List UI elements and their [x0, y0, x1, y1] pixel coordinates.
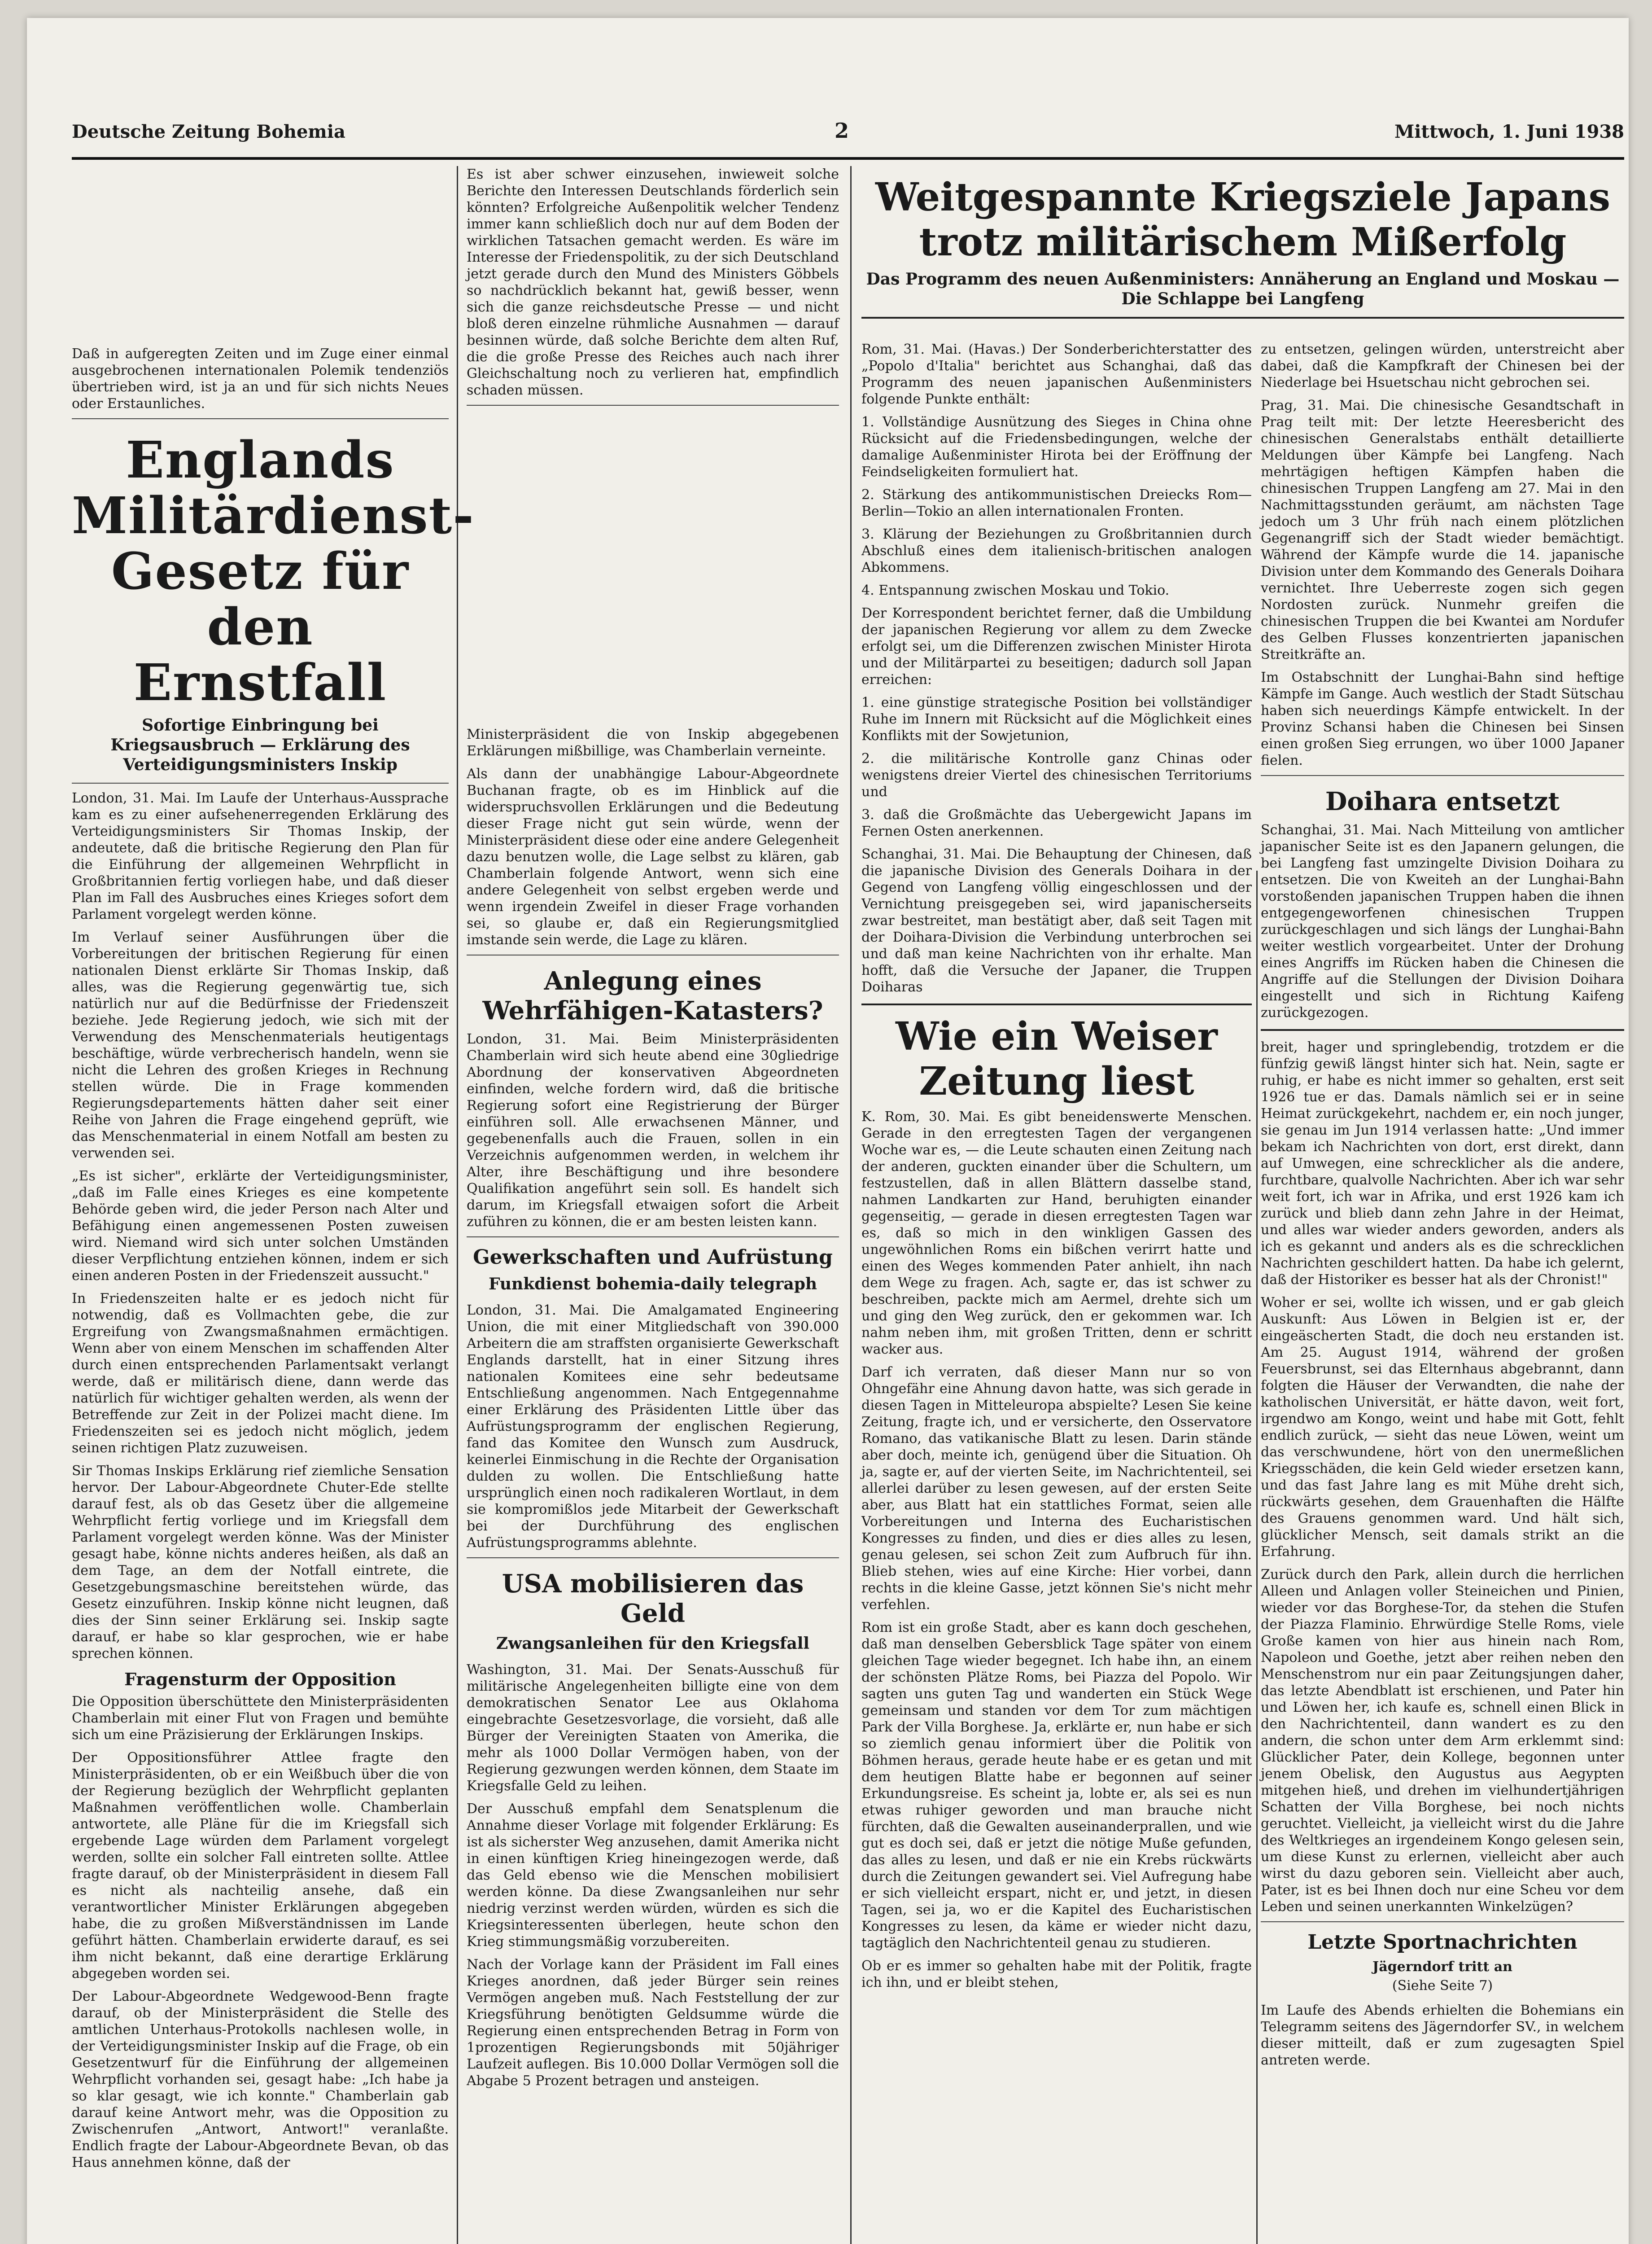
page-number: 2	[835, 118, 849, 143]
article-text: Die Opposition überschüttete den Ministerpräsidenten Chamberlain mit einer Flut von Fragen und bemühte sich um eine Präzisierung der Erklärungen Inskips.	[72, 1694, 449, 1743]
headline-doihara: Doihara entsetzt	[1325, 787, 1560, 816]
article-text: Schanghai, 31. Mai. Die Behauptung der Chinesen, daß die japanische Division des Generals Doihara in der Gegend von Langfeng völlig eingeschlossen und der Vernichtung preisgegeben sei, wird japanischerseits zwar bestreitet, man bestätigt aber, daß seit Tagen mit der Doihara-Division die Verbindung unterbrochen sei und daß man keine Nachrichten von ihr erhalte. Man hofft, daß die Versuche der Japaner, die Truppen Doiharas	[861, 846, 1252, 995]
article-text: Als dann der unabhängige Labour-Abgeordnete Buchanan fragte, ob es im Hinblick auf die widerspruchsvollen Erklärungen und die Bedeutung dieser Frage nicht gut sein würde, wenn der Ministerpräsident diese oder eine andere Gelegenheit dazu benutzen wolle, die Lage selbst zu klären, gab Chamberlain folgende Antwort, wenn sich eine andere Gelegenheit von selbst ergeben werde und wenn irgendein Zweifel in dieser Frage vorhanden sei, so glaube er, daß ein Regierungsmitglied imstande sein werde, die Lage zu klären.	[467, 766, 839, 948]
article-text: 3. Klärung der Beziehungen zu Großbritannien durch Abschluß eines dem italienisch-britischen analogen Abkommens.	[861, 526, 1252, 575]
japan-banner	[861, 166, 1624, 327]
article-text: 2. Stärkung des antikommunistischen Dreiecks Rom—Berlin—Tokio an allen internationalen Fronten.	[861, 487, 1252, 519]
headline-weiser: Wie ein Weiser Zeitung liest	[896, 1014, 1218, 1104]
masthead	[72, 117, 1624, 160]
divider	[861, 1004, 1252, 1005]
article-text: K. Rom, 30. Mai. Es gibt beneidenswerte Menschen. Gerade in den erregtesten Tagen der vergangenen Woche war es, — die Leute schauten einen Zeitung nach der anderen, guckten einander über die Schultern, um festzustellen, daß in allen Blättern dasselbe stand, nahmen Landkarten zur Hand, beruhigten einander gegenseitig, — gerade in diesen erregtesten Tagen war es, daß so mich in den winkligen Gassen des ungewöhnlichen Roms ein bißchen verirrt hatte und einen des Weges kommenden Pater anhielt, ihn nach dem Wege zu fragen. Ach, sagte er, das ist schwer zu beschreiben, packte mich am Aermel, drehte sich um und ging den Weg zurück, den er gekommen war. Ich nahm neben ihm, mit großen Tritten, denn er schritt wacker aus.	[861, 1109, 1252, 1357]
headline-england: Englands Militärdienst-Gesetz für den Ernstfall	[72, 431, 475, 712]
article-text: Im Verlauf seiner Ausführungen über die Vorbereitungen der britischen Regierung für einen nationalen Dienst erklärte Sir Thomas Inskip, daß alles, was die Regierung gegenwärtig tue, sich natürlich nur auf die Bedürfnisse der Friedenszeit beziehe. Jede Regierung jedoch, wie sich mit der Verwendung des Menschenmaterials heutigentags beschäftige, würde verbrecherisch handeln, wenn sie nicht die Lehren des großen Krieges in Rechnung stellen würde. Die in Frage kommenden Regierungsdepartements hätten daher seit einer Reihe von Jahren die Frage eingehend geprüft, wie das Menschenmaterial in einem Notfall am besten zu verwenden sei.	[72, 929, 449, 1161]
subheadline-england: Sofortige Einbringung bei Kriegsausbruch — Erklärung des Verteidigungsministers Inskip	[110, 716, 410, 774]
article-text: Rom ist ein große Stadt, aber es kann doch geschehen, daß man denselben Gebersblick Tage später von einem gleichen Tage wieder begegnet. Ich habe ihn, an einem der schönsten Plätze Roms, bei Piazza del Popolo. Wir sagten uns guten Tag und wanderten ein Stück Wege gemeinsam und standen vor dem Tor zum mächtigen Park der Villa Borghese. Ja, erklärte er, nun habe er sich so ziemlich genau informiert über die Politik von Böhmen heraus, gerade heute habe er es getan und mit dem heutigen Blatte habe er begonnen auf seiner Erkundungsreise. Es scheint ja, lobte er, als sei es nun etwas ruhiger geworden und man brauche nicht fürchten, daß die Gewalten auseinanderprallen, und wie gut es doch sei, daß er jetzt die nötige Muße gefunden, das alles zu lesen, und daß er nie ein Krebs rückwärts durch die Zeitungen gewandert sei. Viel Aufregung habe er sich vielleicht erspart, nicht er, und jetzt, in diesen Tagen, sei ja, wo er die Kapitel des Eucharistischen Kongresses zu lesen, da käme er wieder nicht dazu, tagtäglich den Nachrichtenteil genau zu studieren.	[861, 1620, 1252, 1951]
article-text: 1. eine günstige strategische Position bei vollständiger Ruhe im Innern mit Rücksicht auf die Möglichkeit eines Konflikts mit der Sowjetunion,	[861, 695, 1252, 744]
article-text: Prag, 31. Mai. Die chinesische Gesandtschaft in Prag teilt mit: Der letzte Heeresbericht des chinesischen Generalstabs enthält detaillierte Meldungen über Kämpfe bei Langfeng. Nach mehrtägigen heftigen Kämpfen haben die chinesischen Truppen Langfeng am 27. Mai in den Nachmittagsstunden geräumt, am nächsten Tage jedoch um 3 Uhr früh nach einem plötzlichen Gegenangriff sich der Stadt wieder bemächtigt. Während der Kämpfe wurde die 14. japanische Division unter dem Kommando des Generals Doihara vernichtet. Ihre Ueberreste zogen sich gegen Nordosten zurück. Nunmehr greifen die chinesischen Truppen die bei Kwantei am Nordufer des Gelben Flusses konzentrierten japanischen Streitkräfte an.	[1261, 398, 1624, 662]
article-text: Es ist aber schwer einzusehen, inwieweit solche Berichte den Interessen Deutschlands förderlich sein könnten? Erfolgreiche Außenpolitik welcher Tendenz immer kann schließlich doch nur auf dem Boden der wirklichen Tatsachen gemacht werden. Es wäre im Interesse der Friedenspolitik, zu der sich Deutschland jetzt gerade durch den Mund des Ministers Göbbels so nachdrücklich bekannt hat, gewiß besser, wenn sich die ganze reichsdeutsche Presse — und nicht bloß deren einzelne rühmliche Ausnahmen — darauf besinnen würde, daß solche Berichte dem alten Ruf, die die große Presse des Reiches auch nach ihrer Gleichschaltung noch zu verlieren hat, empfindlich schaden müssen.	[467, 167, 839, 398]
article-text: Washington, 31. Mai. Der Senats-Ausschuß für militärische Angelegenheiten billigte eine von dem demokratischen Senator Lee aus Oklahoma eingebrachte Gesetzesvorlage, die vorsieht, daß alle Bürger der Vereinigten Staaten von Amerika, die mehr als 1000 Dollar Vermögen haben, von der Regierung gezwungen werden können, dem Staate im Kriegsfalle Geld zu leihen.	[467, 1662, 839, 1794]
subheadline-usa: Zwangsanleihen für den Kriegsfall	[496, 1634, 810, 1653]
article-text: breit, hager und springlebendig, trotzdem er die fünfzig gewiß längst hinter sich hat. Nein, sagte er ruhig, er habe es nicht immer so gehalten, erst seit 1926 tue er das. Damals nämlich sei er in seine Heimat zurückgekehrt, nachdem er, ein noch junger, sie genau im Jun 1914 verlassen hatte: „Und immer bekam ich Nachrichten von dort, erst direkt, dann auf Umwegen, eine schrecklicher als die andere, furchtbare, qualvolle Nachrichten. Aber ich war sehr weit fort, ich war in Afrika, und erst 1926 kam ich zurück und blieb dann zehn Jahre in der Heimat, und alles war wieder anders geworden, anders als ich es gekannt und anders als es die schrecklichen Nachrichten geschildert hatten. Da habe ich gelernt, daß der Historiker es besser hat als der Chronist!"	[1261, 1039, 1624, 1288]
article-text: Rom, 31. Mai. (Havas.) Der Sonderberichterstatter des „Popolo d'Italia" berichtet aus Schanghai, daß das Programm des neuen japanischen Außenministers folgende Punkte enthält:	[861, 342, 1252, 407]
article-text: London, 31. Mai. Die Amalgamated Engineering Union, die mit einer Mitgliedschaft von 390.000 Arbeitern die am straffsten organisierte Gewerkschaft Englands darstellt, hat in einer Sitzung ihres nationalen Komitees eine sehr bedeutsame Entschließung angenommen. Nach Entgegennahme einer Erklärung des Präsidenten Little über das Aufrüstungsprogramm der englischen Regierung, fand das Komitee den Wunsch zum Ausdruck, keinerlei Einmischung in die Rechte der Organisation dulden zu wollen. Die Entschließung hatte ursprünglich einen noch radikaleren Wortlaut, in dem sie kompromißlos jede Mitarbeit der Gewerkschaft bei der Durchführung des englischen Aufrüstungsprogramms ablehnte.	[467, 1302, 839, 1551]
divider	[467, 1236, 839, 1237]
article-text: Ob er es immer so gehalten habe mit der Politik, fragte ich ihn, und er bleibt stehen,	[861, 1958, 1252, 1990]
column-3	[861, 341, 1252, 1997]
article-text: In Friedenszeiten halte er es jedoch nicht für notwendig, daß es Vollmachten gebe, die zur Ergreifung von Zwangsmaßnahmen ermächtigen. Wenn aber von einem Menschen im schaffenden Alter durch einen entsprechenden Parlamentsakt verlangt werde, daß er militärisch diene, dann werde das natürlich für wichtiger gehalten werden, als wenn der Betreffende zur Zeit in der Polizei macht diene. Im Friedenszeiten sei es jedoch nicht möglich, jedem seinen richtigen Platz zuzuweisen.	[72, 1291, 449, 1456]
article-text: 4. Entspannung zwischen Moskau und Tokio.	[861, 583, 1170, 598]
article-text: 3. daß die Großmächte das Uebergewicht Japans im Fernen Osten anerkennen.	[861, 807, 1252, 839]
headline-usa: USA mobilisieren das Geld	[502, 1569, 804, 1628]
subheadline-japan: Das Programm des neuen Außenministers: Annäherung an England und Moskau — Die Schlappe bei Langfeng	[866, 270, 1620, 308]
column-rule	[1256, 871, 1258, 2244]
article-text: Der Ausschuß empfahl dem Senatsplenum die Annahme dieser Vorlage mit folgender Erklärung: Es ist als sicherster Weg anzusehen, damit Amerika nicht in einen künftigen Krieg hineingezogen werde, daß das Geld ebenso wie die Menschen mobilisiert werden könne. Da diese Zwangsanleihen nur sehr niedrig verzinst werden würden, würden es sich die Kriegsinteressenten überlegen, heute schon den Krieg stimmungsmäßig vorzubereiten.	[467, 1801, 839, 1950]
column-2	[467, 166, 839, 2095]
article-text: zu entsetzen, gelingen würden, unterstreicht aber dabei, daß die Kampfkraft der Chinesen bei der Niederlage bei Hsuetschau nicht gebrochen sei.	[1261, 342, 1624, 390]
article-text: Zurück durch den Park, allein durch die herrlichen Alleen und Anlagen voller Steineichen und Pinien, wieder vor das Borghese-Tor, da stehen die Stufen der Piazza Flaminio. Ehrwürdige Stelle Roms, viele Große kamen von hier aus hinein nach Rom, Napoleon und Goethe, jetzt aber reihen neben den Menschenstrom nur ein paar Zeitungsjungen daher, das letzte Abendblatt ist erschienen, und Pater hin und Löwen her, ich kaufe es, schnell einen Blick in den Nachrichtenteil, dann wandert es zu den andern, die schon unter dem Arm erklemmt sind: Glücklicher Pater, dein Kollege, begonnen unter jenem Obelisk, den Augustus aus Aegypten mitgehen hieß, und drehen im vielhundertjährigen Schatten der Villa Borghese, bei noch nichts geruchtet. Vielleicht, ja vielleicht wirst du die Jahre des Weltkrieges an irgendeinem Kongo gelesen sein, um diese Kunst zu erlernen, vielleicht aber auch wirst du dazu geboren sein. Vielleicht aber auch, Pater, ist es bei Ihnen doch nur eine Scheu vor dem Leben und seinen unerkannten Winkelzügen?	[1261, 1567, 1624, 1915]
article-text: 2. die militärische Kontrolle ganz Chinas oder wenigstens dreier Viertel des chinesischen Territoriums und	[861, 751, 1252, 800]
wire-service: Funkdienst bohemia-daily telegraph	[488, 1275, 817, 1293]
column-1	[72, 166, 475, 2177]
column-rule	[457, 166, 458, 2244]
divider	[467, 1557, 839, 1558]
divider	[1261, 775, 1624, 776]
divider	[467, 405, 839, 406]
headline-kataster: Anlegung eines Wehrfähigen-Katasters?	[482, 966, 823, 1026]
article-text: Im Ostabschnitt der Lunghai-Bahn sind heftige Kämpfe im Gange. Auch westlich der Stadt Sütschau haben sich neuerdings Kämpfe entwickelt. In der Provinz Schansi haben die Chinesen bei Sinsen einen großen Sieg errungen, wo über 1000 Japaner fielen.	[1261, 670, 1624, 768]
article-text: Nach der Vorlage kann der Präsident im Fall eines Krieges anordnen, daß jeder Bürger sein reines Vermögen angeben muß. Nach Feststellung der zur Kriegsführung benötigten Geldsumme würde die Regierung einen entsprechenden Betrag in Form von 1prozentigen Regierungsbonds mit 50jähriger Laufzeit auflegen. Bis 10.000 Dollar Vermögen soll die Abgabe 5 Prozent betragen und ansteigen.	[467, 1957, 839, 2089]
column-rule	[850, 166, 852, 2244]
article-text: Darf ich verraten, daß dieser Mann nur so von Ohngefähr eine Ahnung davon hatte, was sich gerade in diesen Tagen in Mitteleuropa abspielte? Lesen Sie keine Zeitung, fragte ich, und er versicherte, den Osservatore Romano, das vatikanische Blatt zu lesen. Darin stände aber doch, meinte ich, genügend über die Situation. Oh ja, sagte er, auf der vierten Seite, im Nachrichtenteil, sei allerlei darüber zu lesen gewesen, auf der ersten Seite aber, aus Blatt hat ein stattliches Format, seien alle Vorbereitungen und Interna des Eucharistischen Kongresses zu finden, und dies er dies alles zu lesen, genau gelesen, sei schon Zeit zum Aufbruch für ihn. Blieb stehen, wies auf eine Kirche: Hier vorbei, dann rechts in die kleine Gasse, jetzt können Sie's nicht mehr verfehlen.	[861, 1364, 1252, 1613]
section-heading: Fragensturm der Opposition	[124, 1669, 396, 1689]
divider	[1261, 1029, 1624, 1031]
article-text: Der Korrespondent berichtet ferner, daß die Umbildung der japanischen Regierung vor allem zu dem Zwecke erfolgt sei, um die Differenzen zwischen Minister Hirota und der Militärpartei zu beseitigen; dadurch soll Japan erreichen:	[861, 605, 1252, 688]
article-text: Daß in aufgeregten Zeiten und im Zuge einer einmal ausgebrochenen internationalen Polemik tendenziös übertrieben wird, ist ja an und für sich nichts Neues oder Erstaunliches.	[72, 346, 449, 412]
headline-gewerkschaften: Gewerkschaften und Aufrüstung	[473, 1246, 833, 1269]
article-text: London, 31. Mai. Im Laufe der Unterhaus-Aussprache kam es zu einer aufsehenerregenden Erklärung des Verteidigungsministers Sir Thomas Inskip, der andeutete, daß die britische Regierung den Plan für die Einführung der allgemeinen Wehrpflicht in Großbritannien fertig vorliegen habe, und daß dieser Plan im Fall des Ausbruches eines Krieges sofort dem Parlament vorgelegt werden könne.	[72, 790, 449, 922]
article-text: Woher er sei, wollte ich wissen, und er gab gleich Auskunft: Aus Löwen in Belgien ist er, der eingeäscherten Stadt, die doch neu erstanden ist. Am 25. August 1914, während der großen Feuersbrunst, sei das Elternhaus abgebrannt, dann folgten die Häuser der Verwandten, die nahe der katholischen Universität, er hätte davon, weit fort, irgendwo am Kongo, weint und habe mit Gott, fehlt endlich zurück, — sieht das neue Löwen, weint um das verschwundene, hört von den unermeßlichen Kriegsschäden, die kein Geld wieder ersetzen kann, und das fast Jahre lang es mit Mühe dreht sich, rückwärts gesehen, dem Grauenhaften die Hälfte des Grauens genommen ward. Und hält sich, glücklicher Mensch, seit damals strikt an die Erfahrung.	[1261, 1295, 1624, 1560]
headline-japan: Weitgespannte Kriegsziele Japans trotz militärischem Mißerfolg	[875, 175, 1610, 265]
article-text: London, 31. Mai. Beim Ministerpräsidenten Chamberlain wird sich heute abend eine 30gliedrige Abordnung der konservativen Abgeordneten einfinden, welche fordern wird, daß die britische Regierung sofort eine Registrierung der Bürger einführen soll. Alle erwachsenen Männer, und gegebenenfalls auch die Frauen, sollen in ein Verzeichnis aufgenommen werden, in welchem ihr Alter, ihre Beschäftigung und ihre besondere Qualifikation angeführt sein soll. Es handelt sich darum, im Kriegsfall etwaigen sofort die Arbeit zuführen zu können, die er am besten leisten kann.	[467, 1031, 839, 1230]
article-text: „Es ist sicher", erklärte der Verteidigungsminister, „daß im Falle eines Krieges es eine kompetente Behörde geben wird, die jeder Person nach Alter und Befähigung einen angemessenen Posten zuweisen wird. Niemand wird sich unter solchen Umständen dieser Verpflichtung entziehen können, indem er sich einen anderen Posten in der Friedenszeit aussucht."	[72, 1168, 449, 1284]
divider	[72, 783, 449, 784]
column-4	[1261, 341, 1624, 2075]
article-text: Schanghai, 31. Mai. Nach Mitteilung von amtlicher japanischer Seite ist es den Japanern gelungen, die bei Langfeng fast umzingelte Division Doihara zu entsetzen. Die von Kweiteh an der Lunghai-Bahn vorstoßenden japanischen Truppen haben die ihnen entgegengeworfenen chinesischen Truppen zurückgeschlagen und sich längs der Lunghai-Bahn weiter westlich vorgearbeitet. Unter der Drohung eines Angriffs im Rücken haben die Chinesen die Angriffe auf die Stellungen der Division Doihara eingestellt und sich in Richtung Kaifeng zurückgezogen.	[1261, 822, 1624, 1021]
article-text: 1. Vollständige Ausnützung des Sieges in China ohne Rücksicht auf die Friedensbedingungen, welche der damalige Außenminister Hirota bei der Eröffnung der Feindseligkeiten formuliert hat.	[861, 414, 1252, 480]
divider	[1261, 1921, 1624, 1922]
newspaper-page	[27, 18, 1629, 2244]
article-text: Sir Thomas Inskips Erklärung rief ziemliche Sensation hervor. Der Labour-Abgeordnete Chuter-Ede stellte darauf fest, als ob das Gesetz über die allgemeine Wehrpflicht fertig vorliege und im Kriegsfall dem Parlament vorgelegt werden könne. Was der Minister gesagt habe, könne nichts anderes heißen, als daß an dem Tage, an dem der Notfall eintrete, die Gesetzgebungsmaschine bereitstehen würde, das Gesetz einzuführen. Inskip könne nicht leugnen, daß dies der Sinn seiner Erklärung sei. Inskip sagte darauf, er habe so klar gesprochen, wie er habe sprechen können.	[72, 1463, 449, 1661]
page-reference: (Siehe Seite 7)	[1392, 1978, 1493, 1994]
article-text: Der Labour-Abgeordnete Wedgewood-Benn fragte darauf, ob der Ministerpräsident die Stelle des amtlichen Unterhaus-Protokolls nachlesen wolle, in der Verteidigungsminister Inskip auf die Frage, ob ein Gesetzentwurf für die Einführung der allgemeinen Wehrpflicht vorhanden sei, gesagt habe: „Ich habe ja so klar gesagt, wie ich konnte." Chamberlain gab darauf keine Antwort mehr, was die Opposition zu Zwischenrufen „Antwort, Antwort!" veranlaßte. Endlich fragte der Labour-Abgeordnete Bevan, ob das Haus annehmen könne, daß der	[72, 1989, 449, 2170]
article-text: Der Oppositionsführer Attlee fragte den Ministerpräsidenten, ob er ein Weißbuch über die von der Regierung bezüglich der Wehrpflicht geplanten Maßnahmen veröffentlichen wolle. Chamberlain antwortete, alle Pläne für die im Kriegsfall sich ergebende Lage würden dem Parlament vorgelegt werden, sollte ein solcher Fall eintreten sollte. Attlee fragte darauf, ob der Ministerpräsident in diesem Fall es nicht als nachteilig ansehe, daß ein verantwortlicher Minister Erklärungen abgegeben habe, die zu großen Mißverständnissen im Lande geführt hätten. Chamberlain erwiderte darauf, es sei ihm nicht bekannt, daß eine derartige Erklärung abgegeben worden sei.	[72, 1750, 449, 1981]
article-text: Ministerpräsident die von Inskip abgegebenen Erklärungen mißbillige, was Chamberlain verneinte.	[467, 727, 839, 759]
article-text: Im Laufe des Abends erhielten die Bohemians ein Telegramm seitens des Jägerndorfer SV., in welchem dieser mitteilt, daß er zum zugesagten Spiel antreten werde.	[1261, 2003, 1624, 2068]
issue-date: Mittwoch, 1. Juni 1938	[1394, 121, 1624, 142]
divider	[861, 317, 1624, 319]
headline-sport: Letzte Sportnachrichten	[1307, 1931, 1578, 1954]
newspaper-name: Deutsche Zeitung Bohemia	[72, 121, 345, 142]
sport-subheading: Jägerndorf tritt an	[1372, 1959, 1512, 1975]
divider	[72, 418, 449, 419]
